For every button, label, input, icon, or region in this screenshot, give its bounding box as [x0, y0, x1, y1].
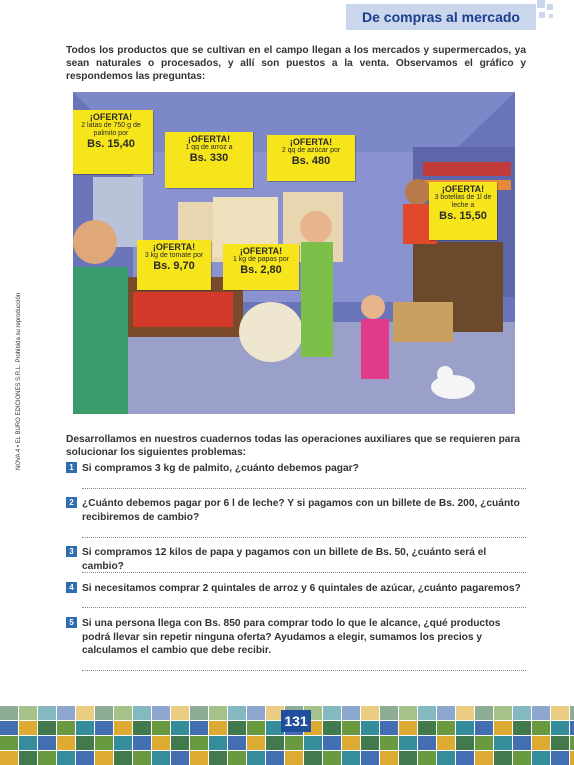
question-2: [66, 497, 528, 524]
mosaic-tile: [228, 736, 246, 750]
mosaic-tile: [437, 721, 455, 735]
question-number: 5: [66, 617, 77, 628]
mosaic-tile: [551, 706, 569, 720]
mosaic-tile: [228, 706, 246, 720]
mosaic-tile: [190, 721, 208, 735]
mosaic-tile: [361, 736, 379, 750]
mosaic-tile: [19, 706, 37, 720]
side-copyright-note: NOVA 4 • EL BURO EDICIONES S.R.L. Prohibida su reproducción: [16, 292, 22, 470]
mosaic-tile: [570, 721, 574, 735]
mosaic-tile: [57, 736, 75, 750]
mosaic-tile: [0, 721, 18, 735]
mosaic-tile: [494, 736, 512, 750]
mosaic-tile: [494, 706, 512, 720]
mosaic-tile: [418, 736, 436, 750]
mosaic-tile: [152, 706, 170, 720]
intro-paragraph: Todos los productos que se cultivan en el campo llegan a los mercados y supermercados, ya sean naturales o procesados, y allí son puestos a la venta. Observamos el gráfico y respondemos las preguntas:: [66, 45, 526, 82]
mosaic-tile: [57, 706, 75, 720]
mosaic-tile: [323, 736, 341, 750]
question-5: [66, 617, 528, 658]
mosaic-tile: [513, 706, 531, 720]
mosaic-tile: [38, 751, 56, 765]
mosaic-tile: [418, 706, 436, 720]
offer-sign-palmito: ¡OFERTA! 2 latas de 750 g de palmito por Bs. 15,40: [73, 110, 153, 174]
mosaic-tile: [114, 706, 132, 720]
mosaic-tile: [190, 751, 208, 765]
mosaic-tile: [133, 751, 151, 765]
mosaic-tile: [95, 721, 113, 735]
mosaic-tile: [399, 721, 417, 735]
mosaic-tile: [570, 736, 574, 750]
offer-sign-leche: ¡OFERTA! 3 botellas de 1l de leche a Bs. 15,50: [429, 182, 497, 240]
mosaic-tile: [0, 751, 18, 765]
mosaic-tile: [494, 721, 512, 735]
mosaic-tile: [342, 736, 360, 750]
mosaic-tile: [152, 751, 170, 765]
question-text: Si compramos 3 kg de palmito, ¿cuánto debemos pagar?: [82, 463, 359, 474]
question-1: [66, 462, 528, 476]
mosaic-tile: [532, 706, 550, 720]
mosaic-tile: [171, 751, 189, 765]
offer-sign-arroz: ¡OFERTA! 1 qq de arroz a Bs. 330: [165, 132, 253, 188]
mosaic-tile: [418, 721, 436, 735]
offer-sign-azucar: ¡OFERTA! 2 qq de azúcar por Bs. 480: [267, 135, 355, 181]
mosaic-tile: [437, 706, 455, 720]
instructions-paragraph: Desarrollamos en nuestros cuadernos todas las operaciones auxiliares que se requieren para solucionar los siguientes problemas:: [66, 434, 521, 458]
mosaic-tile: [38, 721, 56, 735]
mosaic-tile: [475, 751, 493, 765]
mosaic-tile: [380, 751, 398, 765]
mosaic-tile: [456, 721, 474, 735]
mosaic-tile: [513, 721, 531, 735]
mosaic-tile: [209, 751, 227, 765]
mosaic-tile: [266, 736, 284, 750]
mosaic-tile: [171, 736, 189, 750]
mosaic-tile: [133, 706, 151, 720]
mosaic-tile: [76, 706, 94, 720]
mosaic-tile: [95, 751, 113, 765]
answer-line-5: [82, 670, 526, 671]
mosaic-tile: [209, 736, 227, 750]
mosaic-tile: [380, 721, 398, 735]
mosaic-tile: [0, 736, 18, 750]
mosaic-tile: [76, 751, 94, 765]
mosaic-tile: [513, 736, 531, 750]
mosaic-tile: [114, 736, 132, 750]
mosaic-tile: [570, 751, 574, 765]
mosaic-tile: [247, 736, 265, 750]
mosaic-tile: [551, 751, 569, 765]
mosaic-tile: [342, 751, 360, 765]
mosaic-tile: [437, 736, 455, 750]
mosaic-tile: [361, 706, 379, 720]
mosaic-tile: [209, 721, 227, 735]
mosaic-tile: [228, 721, 246, 735]
mosaic-tile: [342, 721, 360, 735]
mosaic-tile: [513, 751, 531, 765]
mosaic-tile: [399, 706, 417, 720]
page-number: 131: [281, 710, 311, 732]
answer-line-1: [82, 488, 526, 489]
mosaic-tile: [380, 736, 398, 750]
mosaic-tile: [456, 706, 474, 720]
mosaic-tile: [475, 706, 493, 720]
question-number: 1: [66, 462, 77, 473]
mosaic-tile: [247, 751, 265, 765]
question-number: 4: [66, 582, 77, 593]
mosaic-tile: [152, 721, 170, 735]
mosaic-tile: [570, 706, 574, 720]
offer-sign-tomate: ¡OFERTA! 3 kg de tomate por Bs. 9,70: [137, 240, 211, 290]
answer-line-3: [82, 572, 526, 573]
mosaic-tile: [323, 706, 341, 720]
mosaic-tile: [38, 736, 56, 750]
mosaic-tile: [190, 736, 208, 750]
corner-decoration: [533, 0, 557, 26]
mosaic-tile: [380, 706, 398, 720]
mosaic-tile: [532, 721, 550, 735]
mosaic-tile: [247, 721, 265, 735]
mosaic-tile: [76, 721, 94, 735]
mosaic-tile: [171, 706, 189, 720]
answer-line-2: [82, 537, 526, 538]
mosaic-tile: [304, 751, 322, 765]
mosaic-tile: [57, 721, 75, 735]
question-text: ¿Cuánto debemos pagar por 6 l de leche? Y si pagamos con un billete de Bs. 200, ¿cuánto recibiremos de cambio?: [82, 498, 520, 523]
question-text: Si necesitamos comprar 2 quintales de arroz y 6 quintales de azúcar, ¿cuánto pagaremos?: [82, 583, 521, 594]
offer-sign-papas: ¡OFERTA! 1 kg de papas por Bs. 2,80: [223, 244, 299, 290]
mosaic-tile: [19, 736, 37, 750]
mosaic-tile: [361, 721, 379, 735]
mosaic-tile: [133, 721, 151, 735]
question-number: 2: [66, 497, 77, 508]
mosaic-tile: [171, 721, 189, 735]
mosaic-tile: [228, 751, 246, 765]
question-text: Si compramos 12 kilos de papa y pagamos con un billete de Bs. 50, ¿cuánto será el cambio?: [82, 547, 487, 572]
mosaic-tile: [285, 751, 303, 765]
mosaic-tile: [323, 751, 341, 765]
mosaic-tile: [209, 706, 227, 720]
mosaic-tile: [456, 751, 474, 765]
mosaic-tile: [19, 721, 37, 735]
mosaic-tile: [399, 736, 417, 750]
question-text: Si una persona llega con Bs. 850 para comprar todo lo que le alcance, ¿qué productos podrá llevar sin repetir ninguna oferta? Ayudamos a elegir, sumamos los precios y calculamos el cambio que debe recibir.: [82, 618, 501, 656]
mosaic-tile: [418, 751, 436, 765]
mosaic-tile: [494, 751, 512, 765]
mosaic-tile: [114, 721, 132, 735]
mosaic-tile: [323, 721, 341, 735]
mosaic-tile: [342, 706, 360, 720]
mosaic-tile: [57, 751, 75, 765]
answer-line-4: [82, 607, 526, 608]
question-3: [66, 546, 528, 573]
market-illustration: [73, 92, 515, 414]
mosaic-tile: [361, 751, 379, 765]
mosaic-tile: [76, 736, 94, 750]
mosaic-tile: [152, 736, 170, 750]
mosaic-tile: [285, 736, 303, 750]
mosaic-tile: [437, 751, 455, 765]
mosaic-tile: [133, 736, 151, 750]
mosaic-tile: [95, 736, 113, 750]
question-4: [66, 582, 528, 596]
mosaic-tile: [475, 736, 493, 750]
question-number: 3: [66, 546, 77, 557]
mosaic-tile: [95, 706, 113, 720]
mosaic-tile: [532, 736, 550, 750]
mosaic-tile: [247, 706, 265, 720]
mosaic-tile: [266, 751, 284, 765]
mosaic-tile: [551, 721, 569, 735]
mosaic-tile: [456, 736, 474, 750]
mosaic-tile: [114, 751, 132, 765]
mosaic-tile: [304, 736, 322, 750]
mosaic-tile: [38, 706, 56, 720]
mosaic-tile: [551, 736, 569, 750]
mosaic-tile: [19, 751, 37, 765]
mosaic-tile: [190, 706, 208, 720]
mosaic-tile: [475, 721, 493, 735]
mosaic-tile: [399, 751, 417, 765]
mosaic-tile: [0, 706, 18, 720]
mosaic-tile: [532, 751, 550, 765]
page-title: De compras al mercado: [346, 4, 536, 30]
